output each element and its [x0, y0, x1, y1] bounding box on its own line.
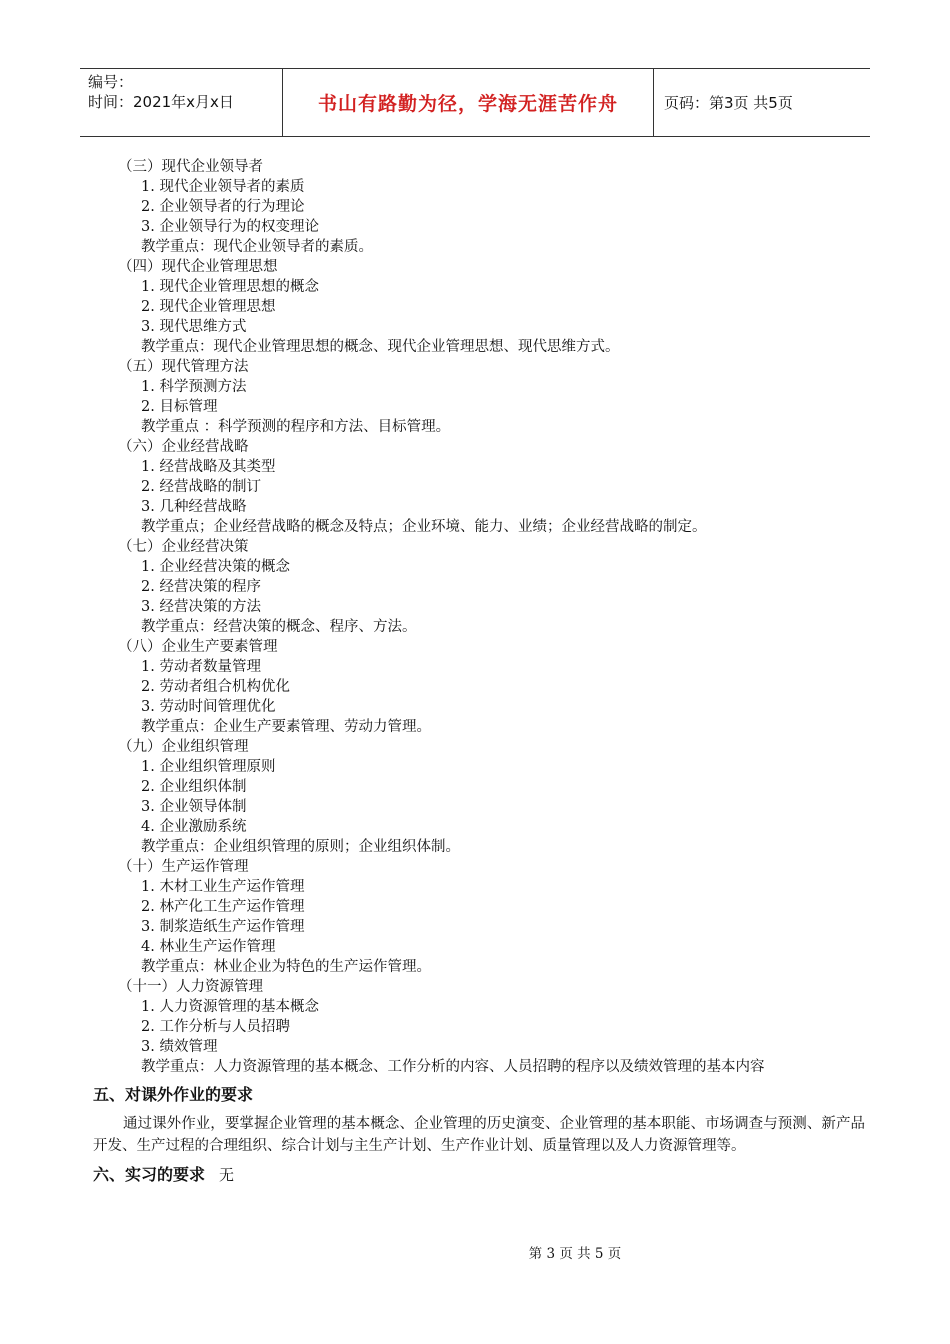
header-left-cell	[80, 69, 282, 136]
section-item: 1. 劳动者数量管理	[141, 659, 261, 675]
code-label: 编号：	[88, 73, 134, 91]
outline-section	[93, 637, 865, 737]
part5-text: 通过课外作业，要掌握企业管理的基本概念、企业管理的历史演变、企业管理的基本职能、市场调查与预测、新产品开发、生产过程的合理组织、综合计划与主生产计划、生产作业计划、质量管理以及人力资源管理等。	[93, 1116, 865, 1154]
teaching-focus: 教学重点：经营决策的概念、程序、方法。	[141, 619, 417, 635]
section-item: 4. 林业生产运作管理	[141, 939, 276, 955]
section-title: （六）企业经营战略	[118, 439, 249, 455]
document-body	[93, 157, 865, 1187]
outline-section	[93, 157, 865, 257]
header-page-info: 页码：第3页 共5页	[664, 94, 793, 112]
section-item: 3. 劳动时间管理优化	[141, 699, 276, 715]
teaching-focus: 教学重点：企业生产要素管理、劳动力管理。	[141, 719, 431, 735]
footer-page-number: 第 3 页 共 5 页	[528, 1246, 622, 1262]
header-motto-cell	[282, 69, 654, 136]
section-item: 3. 制浆造纸生产运作管理	[141, 919, 305, 935]
section-title: （八）企业生产要素管理	[118, 639, 278, 655]
section-item: 3. 企业领导行为的权变理论	[141, 219, 319, 235]
section-item: 1. 企业经营决策的概念	[141, 559, 290, 575]
section-item: 2. 经营决策的程序	[141, 579, 261, 595]
section-item: 2. 劳动者组合机构优化	[141, 679, 290, 695]
section-title: （七）企业经营决策	[118, 539, 249, 555]
section-title: （十）生产运作管理	[118, 859, 249, 875]
header-motto: 书山有路勤为径，学海无涯苦作舟	[317, 93, 618, 115]
outline-section	[93, 437, 865, 537]
outline-section	[93, 857, 865, 977]
teaching-focus: 教学重点：企业组织管理的原则；企业组织体制。	[141, 839, 460, 855]
section-item: 3. 绩效管理	[141, 1039, 218, 1055]
section-item: 2. 目标管理	[141, 399, 218, 415]
section-title: （九）企业组织管理	[118, 739, 249, 755]
teaching-focus: 教学重点：林业企业为特色的生产运作管理。	[141, 959, 431, 975]
outline-section	[93, 977, 865, 1077]
section-title: （三）现代企业领导者	[118, 159, 263, 175]
part6-heading-line	[93, 1163, 865, 1187]
outline-section	[93, 537, 865, 637]
teaching-focus: 教学重点；企业经营战略的概念及特点；企业环境、能力、业绩；企业经营战略的制定。	[141, 519, 707, 535]
section-item: 2. 工作分析与人员招聘	[141, 1019, 290, 1035]
section-item: 1. 木材工业生产运作管理	[141, 879, 305, 895]
section-title: （五）现代管理方法	[118, 359, 249, 375]
section-item: 3. 经营决策的方法	[141, 599, 261, 615]
section-item: 2. 企业组织体制	[141, 779, 247, 795]
part6-heading: 六、实习的要求	[93, 1165, 206, 1184]
header-right-cell	[654, 69, 870, 136]
section-item: 3. 几种经营战略	[141, 499, 247, 515]
section-item: 4. 企业激励系统	[141, 819, 247, 835]
page-footer	[0, 1242, 950, 1262]
outline-section	[93, 357, 865, 437]
part6-note: 无	[219, 1166, 235, 1184]
outline-section	[93, 257, 865, 357]
page-header	[80, 68, 870, 137]
date-line: 时间：2021年x月x日	[88, 93, 234, 111]
section-list	[93, 157, 865, 1077]
outline-section	[93, 737, 865, 857]
teaching-focus: 教学重点：现代企业领导者的素质。	[141, 239, 373, 255]
section-item: 2. 企业领导者的行为理论	[141, 199, 305, 215]
teaching-focus: 教学重点：人力资源管理的基本概念、工作分析的内容、人员招聘的程序以及绩效管理的基本内容	[141, 1059, 765, 1075]
section-item: 3. 现代思维方式	[141, 319, 247, 335]
section-item: 2. 现代企业管理思想	[141, 299, 276, 315]
section-item: 3. 企业领导体制	[141, 799, 247, 815]
section-item: 1. 现代企业管理思想的概念	[141, 279, 319, 295]
part5-heading: 五、对课外作业的要求	[93, 1085, 254, 1104]
section-item: 1. 现代企业领导者的素质	[141, 179, 305, 195]
section-item: 2. 经营战略的制订	[141, 479, 261, 495]
section-item: 2. 林产化工生产运作管理	[141, 899, 305, 915]
teaching-focus: 教学重点：现代企业管理思想的概念、现代企业管理思想、现代思维方式。	[141, 339, 620, 355]
section-title: （十一）人力资源管理	[118, 979, 263, 995]
section-item: 1. 经营战略及其类型	[141, 459, 276, 475]
section-title: （四）现代企业管理思想	[118, 259, 278, 275]
section-item: 1. 科学预测方法	[141, 379, 247, 395]
teaching-focus: 教学重点 ：科学预测的程序和方法、目标管理。	[141, 419, 451, 435]
section-item: 1. 企业组织管理原则	[141, 759, 276, 775]
section-item: 1. 人力资源管理的基本概念	[141, 999, 319, 1015]
